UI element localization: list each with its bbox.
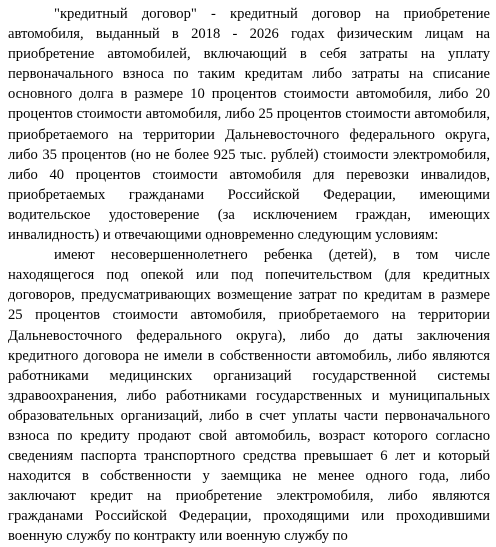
document-body [8,4,490,547]
conditions-paragraph: имеют несовершеннолетнего ребенка (детей), в том числе находящегося под опекой или под попечительством (для кредитных договоров, предусматривающих возмещение затрат по кредитам в размере 25 процентов стоимости автомобиля, приобретаемого на территории Дальневосточного федерального округа), либо до даты заключения кредитного договора не имели в собственности автомобиль, либо являются работниками медицинских организаций государственной системы здравоохранения, либо работниками государственных и муниципальных образовательных организаций, либо в счет уплаты части первоначального взноса по кредиту продают свой автомобиль, возраст которого согласно сведениям паспорта транспортного средства превышает 6 лет и который находится в собственности у заемщика не менее одного года, либо заключают кредит на приобретение электромобиля, либо являются гражданами Российской Федерации, проходящими или проходившими военную службу по контракту или военную службу по [8,247,490,545]
definition-paragraph: "кредитный договор" - кредитный договор на приобретение автомобиля, выданный в 2018 - 2026 годах физическим лицам на приобретение автомобилей, включающий в себя затраты на уплату первоначального взноса по таким кредитам либо затраты на списание основного долга в размере 10 процентов стоимости автомобиля, либо 20 процентов стоимости автомобиля, либо 25 процентов стоимости автомобиля, приобретаемого на территории Дальневосточного федерального округа, либо 35 процентов (но не более 925 тыс. рублей) стоимости электромобиля, либо 40 процентов стоимости автомобиля для перевозки инвалидов, приобретаемых гражданами Российской Федерации, имеющими водительское удостоверение (за исключением граждан, имеющих инвалидность) и отвечающими одновременно следующим условиям: [8,6,490,244]
